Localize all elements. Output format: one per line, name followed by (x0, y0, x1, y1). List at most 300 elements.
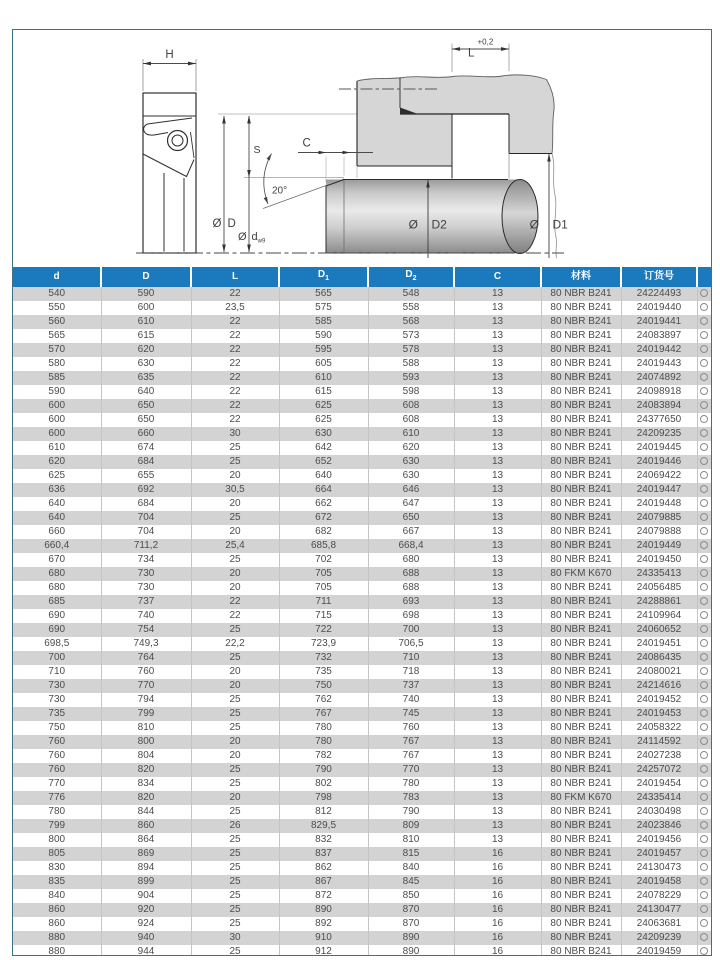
cell: 24130473 (621, 861, 697, 875)
cell: 872 (279, 889, 368, 903)
cell: 80 NBR B241 (541, 679, 621, 693)
availability-circle-icon (700, 751, 708, 759)
column-header: D (101, 267, 191, 287)
dim-label-phi-dw: Ø (237, 231, 247, 243)
cell: 16 (454, 861, 541, 875)
column-header: 材料 (541, 267, 621, 287)
cell: 13 (454, 329, 541, 343)
cell: 767 (279, 707, 368, 721)
cell: 20 (191, 497, 279, 511)
availability-circle-icon (700, 457, 708, 465)
cell: 660 (13, 525, 101, 539)
cell: 830 (13, 861, 101, 875)
cell: 799 (13, 819, 101, 833)
cell: 16 (454, 847, 541, 861)
cell: 780 (368, 777, 454, 791)
cell: 760 (13, 749, 101, 763)
cell: 80 NBR B241 (541, 721, 621, 735)
cell: 890 (279, 903, 368, 917)
marker-cell (697, 693, 711, 707)
cell: 20 (191, 665, 279, 679)
cell: 608 (368, 399, 454, 413)
cell: 799 (101, 707, 191, 721)
table-row (13, 889, 711, 903)
cell: 704 (101, 525, 191, 539)
dimension-table (13, 267, 711, 956)
cell: 80 NBR B241 (541, 301, 621, 315)
cell: 762 (279, 693, 368, 707)
cell: 80 NBR B241 (541, 735, 621, 749)
cell: 22 (191, 329, 279, 343)
cell: 22 (191, 343, 279, 357)
cell: 22 (191, 357, 279, 371)
cell: 80 NBR B241 (541, 539, 621, 553)
cell: 80 NBR B241 (541, 427, 621, 441)
cell: 80 NBR B241 (541, 497, 621, 511)
cell: 80 NBR B241 (541, 665, 621, 679)
cell: 730 (13, 679, 101, 693)
table-row (13, 693, 711, 707)
cell: 718 (368, 665, 454, 679)
cell: 805 (13, 847, 101, 861)
availability-circle-icon (700, 485, 708, 493)
cell: 80 NBR B241 (541, 595, 621, 609)
cell: 80 NBR B241 (541, 805, 621, 819)
cell: 615 (101, 329, 191, 343)
marker-cell (697, 441, 711, 455)
column-header: L (191, 267, 279, 287)
cell: 13 (454, 581, 541, 595)
cell: 598 (368, 385, 454, 399)
dim-label-phi-D: Ø (212, 218, 222, 230)
table-row (13, 679, 711, 693)
table-row (13, 315, 711, 329)
cell: 80 NBR B241 (541, 931, 621, 945)
cell: 662 (279, 497, 368, 511)
marker-cell (697, 427, 711, 441)
cell: 16 (454, 875, 541, 889)
table-row (13, 735, 711, 749)
cell: 630 (279, 427, 368, 441)
cell: 24019445 (621, 441, 697, 455)
cell: 24019452 (621, 693, 697, 707)
cell: 710 (13, 665, 101, 679)
cell: 710 (368, 651, 454, 665)
column-header: $D_2$ (368, 267, 454, 287)
table-row (13, 931, 711, 945)
cell: 24019450 (621, 553, 697, 567)
cell: 25 (191, 623, 279, 637)
cell: 16 (454, 931, 541, 945)
table-row (13, 343, 711, 357)
cell: 80 NBR B241 (541, 357, 621, 371)
availability-circle-icon (700, 709, 708, 717)
cell: 862 (279, 861, 368, 875)
marker-cell (697, 847, 711, 861)
cell: 13 (454, 777, 541, 791)
table-row (13, 441, 711, 455)
availability-circle-icon (700, 807, 708, 815)
cell: 22 (191, 371, 279, 385)
cell: 13 (454, 511, 541, 525)
availability-circle-icon (700, 933, 708, 941)
cell: 682 (279, 525, 368, 539)
dim-label-D2: D2 (431, 217, 447, 232)
cell: 850 (368, 889, 454, 903)
cell: 80 NBR B241 (541, 875, 621, 889)
cell: 80 NBR B241 (541, 399, 621, 413)
cell: 22 (191, 399, 279, 413)
cell: 860 (13, 917, 101, 931)
cell: 24019447 (621, 483, 697, 497)
cell: 24027238 (621, 749, 697, 763)
page-frame (12, 29, 712, 956)
marker-cell (697, 749, 711, 763)
cell: 13 (454, 539, 541, 553)
cell: 646 (368, 483, 454, 497)
cell: 800 (101, 735, 191, 749)
availability-circle-icon (700, 359, 708, 367)
table-body (13, 287, 711, 956)
cell: 588 (368, 357, 454, 371)
cell: 585 (279, 315, 368, 329)
cell: 24019457 (621, 847, 697, 861)
availability-circle-icon (700, 583, 708, 591)
marker-cell (697, 539, 711, 553)
cell: 652 (279, 455, 368, 469)
cell: 610 (101, 315, 191, 329)
cell: 24288861 (621, 595, 697, 609)
marker-cell (697, 371, 711, 385)
dimension-H (143, 49, 196, 91)
availability-circle-icon (700, 625, 708, 633)
cell: 760 (13, 735, 101, 749)
cell: 24030498 (621, 805, 697, 819)
cell: 620 (101, 343, 191, 357)
cell: 770 (101, 679, 191, 693)
cell: 580 (13, 357, 101, 371)
cell: 13 (454, 413, 541, 427)
cell: 24019441 (621, 315, 697, 329)
cell: 590 (101, 287, 191, 301)
cell: 25 (191, 553, 279, 567)
cell: 722 (279, 623, 368, 637)
cell: 940 (101, 931, 191, 945)
availability-circle-icon (700, 681, 708, 689)
cell: 782 (279, 749, 368, 763)
availability-circle-icon (700, 303, 708, 311)
cell: 685 (13, 595, 101, 609)
cell: 22 (191, 595, 279, 609)
cell: 840 (13, 889, 101, 903)
cell: 80 NBR B241 (541, 329, 621, 343)
cell: 804 (101, 749, 191, 763)
cell: 16 (454, 889, 541, 903)
cell: 705 (279, 567, 368, 581)
cell: 25 (191, 721, 279, 735)
cell: 655 (101, 469, 191, 483)
cell: 13 (454, 595, 541, 609)
cell: 894 (101, 861, 191, 875)
marker-cell (697, 301, 711, 315)
cell: 80 NBR B241 (541, 553, 621, 567)
cell: 24130477 (621, 903, 697, 917)
cell: 24019454 (621, 777, 697, 791)
table-row (13, 833, 711, 847)
cell: 844 (101, 805, 191, 819)
cell: 24079885 (621, 511, 697, 525)
dim-label-D1: D1 (552, 217, 568, 232)
cell: 767 (368, 735, 454, 749)
cell: 80 NBR B241 (541, 371, 621, 385)
marker-cell (697, 735, 711, 749)
availability-circle-icon (700, 849, 708, 857)
cell: 698,5 (13, 637, 101, 651)
table-row (13, 819, 711, 833)
cell: 24083894 (621, 399, 697, 413)
marker-cell (697, 525, 711, 539)
table-row (13, 287, 711, 301)
cell: 80 NBR B241 (541, 511, 621, 525)
cell: 667 (368, 525, 454, 539)
dim-label-phi-D1: Ø (529, 217, 539, 232)
availability-circle-icon (700, 317, 708, 325)
cell: 630 (368, 455, 454, 469)
cell: 760 (13, 763, 101, 777)
column-header: $D_1$ (279, 267, 368, 287)
cell: 13 (454, 553, 541, 567)
marker-cell (697, 679, 711, 693)
table-row (13, 399, 711, 413)
cell: 688 (368, 567, 454, 581)
cell: 13 (454, 441, 541, 455)
table-row (13, 847, 711, 861)
cell: 26 (191, 819, 279, 833)
cell: 24224493 (621, 287, 697, 301)
cell: 715 (279, 609, 368, 623)
cell: 13 (454, 665, 541, 679)
cell: 630 (101, 357, 191, 371)
marker-cell (697, 497, 711, 511)
cell: 944 (101, 945, 191, 956)
cell: 802 (279, 777, 368, 791)
availability-circle-icon (700, 765, 708, 773)
cell: 80 NBR B241 (541, 777, 621, 791)
cell: 820 (101, 791, 191, 805)
cell: 864 (101, 833, 191, 847)
cell: 80 NBR B241 (541, 819, 621, 833)
cell: 80 NBR B241 (541, 609, 621, 623)
marker-cell (697, 945, 711, 956)
cell: 24098918 (621, 385, 697, 399)
cell: 680 (13, 581, 101, 595)
cell: 80 NBR B241 (541, 385, 621, 399)
cell: 13 (454, 637, 541, 651)
cell: 80 NBR B241 (541, 483, 621, 497)
cell: 600 (13, 399, 101, 413)
marker-cell (697, 399, 711, 413)
cell: 869 (101, 847, 191, 861)
cell: 870 (368, 917, 454, 931)
cell: 13 (454, 357, 541, 371)
availability-circle-icon (700, 597, 708, 605)
cell: 767 (368, 749, 454, 763)
dim-label-C: C (302, 137, 311, 150)
dim-label-dw: $d_{w9}$ (251, 231, 266, 245)
cell: 809 (368, 819, 454, 833)
cell: 690 (13, 623, 101, 637)
cell: 650 (101, 399, 191, 413)
marker-cell (697, 483, 711, 497)
cell: 910 (279, 931, 368, 945)
table-row (13, 749, 711, 763)
cell: 640 (13, 511, 101, 525)
cell: 735 (13, 707, 101, 721)
cell: 860 (101, 819, 191, 833)
cell: 829,5 (279, 819, 368, 833)
cell: 25 (191, 707, 279, 721)
cell: 20 (191, 525, 279, 539)
cell: 80 NBR B241 (541, 469, 621, 483)
cell: 737 (101, 595, 191, 609)
shaft-end-dome (502, 180, 538, 254)
cell: 24209235 (621, 427, 697, 441)
table-row (13, 483, 711, 497)
table-row (13, 581, 711, 595)
marker-cell (697, 805, 711, 819)
availability-circle-icon (700, 373, 708, 381)
cell: 25 (191, 651, 279, 665)
cell: 25 (191, 889, 279, 903)
cell: 704 (101, 511, 191, 525)
cell: 790 (368, 805, 454, 819)
availability-circle-icon (700, 877, 708, 885)
cell: 700 (13, 651, 101, 665)
table-row (13, 357, 711, 371)
cell: 625 (279, 399, 368, 413)
cell: 730 (101, 581, 191, 595)
cell: 80 NBR B241 (541, 455, 621, 469)
cell: 25 (191, 945, 279, 956)
cell: 810 (101, 721, 191, 735)
cell: 749,3 (101, 637, 191, 651)
cell: 625 (279, 413, 368, 427)
cell: 25 (191, 903, 279, 917)
cell: 80 NBR B241 (541, 287, 621, 301)
cell: 899 (101, 875, 191, 889)
table-row (13, 525, 711, 539)
cell: 760 (368, 721, 454, 735)
cell: 24069422 (621, 469, 697, 483)
cell: 80 NBR B241 (541, 707, 621, 721)
cell: 24060652 (621, 623, 697, 637)
table-row (13, 917, 711, 931)
cell: 80 NBR B241 (541, 903, 621, 917)
cell: 810 (368, 833, 454, 847)
cell: 13 (454, 427, 541, 441)
cell: 560 (13, 315, 101, 329)
cell: 24019442 (621, 343, 697, 357)
cell: 890 (368, 931, 454, 945)
table-row (13, 721, 711, 735)
cell: 770 (368, 763, 454, 777)
availability-circle-icon (700, 555, 708, 563)
availability-circle-icon (700, 611, 708, 619)
cell: 25,4 (191, 539, 279, 553)
cell: 912 (279, 945, 368, 956)
cell: 25 (191, 847, 279, 861)
cell: 13 (454, 791, 541, 805)
cell: 672 (279, 511, 368, 525)
cell: 892 (279, 917, 368, 931)
table-row (13, 945, 711, 956)
cell: 565 (279, 287, 368, 301)
marker-cell (697, 329, 711, 343)
table-row (13, 861, 711, 875)
cell: 660,4 (13, 539, 101, 553)
cell: 80 NBR B241 (541, 693, 621, 707)
cell: 754 (101, 623, 191, 637)
marker-cell (697, 343, 711, 357)
availability-circle-icon (700, 695, 708, 703)
cell: 24257072 (621, 763, 697, 777)
cell: 25 (191, 441, 279, 455)
table-row (13, 805, 711, 819)
cell: 24019440 (621, 301, 697, 315)
cell: 80 NBR B241 (541, 945, 621, 956)
cell: 737 (368, 679, 454, 693)
cell: 25 (191, 777, 279, 791)
marker-cell (697, 455, 711, 469)
cell: 640 (279, 469, 368, 483)
cell: 924 (101, 917, 191, 931)
availability-circle-icon (700, 471, 708, 479)
dimension-L (452, 38, 509, 73)
cell: 820 (101, 763, 191, 777)
availability-circle-icon (700, 541, 708, 549)
availability-circle-icon (700, 835, 708, 843)
cell: 600 (101, 301, 191, 315)
cell: 13 (454, 301, 541, 315)
cell: 568 (368, 315, 454, 329)
column-header: C (454, 267, 541, 287)
cell: 780 (13, 805, 101, 819)
cell: 25 (191, 917, 279, 931)
cell: 13 (454, 497, 541, 511)
cell: 22,2 (191, 637, 279, 651)
cell: 80 NBR B241 (541, 847, 621, 861)
cell: 20 (191, 469, 279, 483)
cell: 800 (13, 833, 101, 847)
cell: 24335413 (621, 567, 697, 581)
cell: 13 (454, 707, 541, 721)
cell: 640 (101, 385, 191, 399)
cell: 80 NBR B241 (541, 763, 621, 777)
cell: 24019456 (621, 833, 697, 847)
cell: 578 (368, 343, 454, 357)
cell: 30 (191, 931, 279, 945)
table-row (13, 637, 711, 651)
cell: 890 (368, 945, 454, 956)
cell: 625 (13, 469, 101, 483)
cell: 80 NBR B241 (541, 315, 621, 329)
cell: 593 (368, 371, 454, 385)
marker-cell (697, 931, 711, 945)
availability-circle-icon (700, 289, 708, 297)
marker-cell (697, 777, 711, 791)
cell: 764 (101, 651, 191, 665)
table-row (13, 371, 711, 385)
